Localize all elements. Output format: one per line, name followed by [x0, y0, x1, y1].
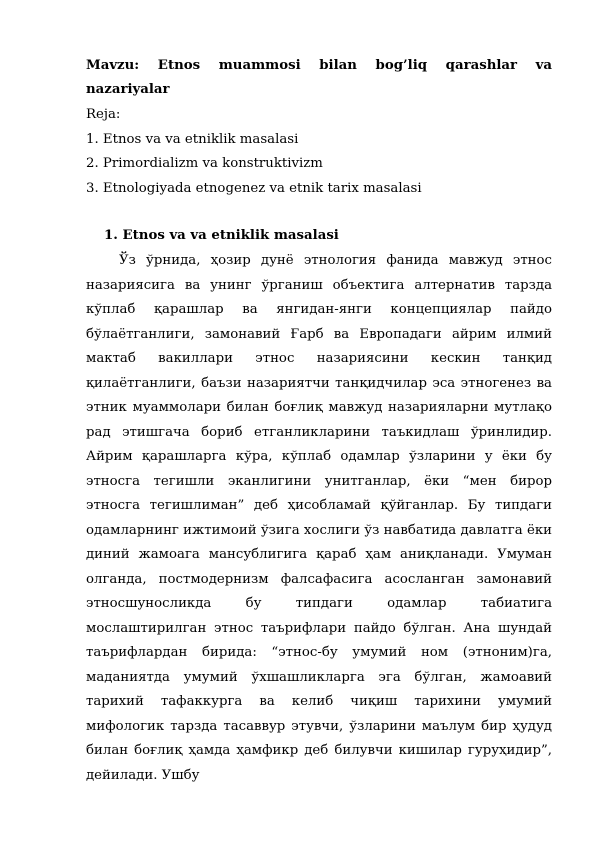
plan-item-3: 3. Etnologiyada etnogenez va etnik tarix masalasi: [86, 180, 422, 196]
title-line-2: nazariyalar: [86, 82, 170, 97]
plan-block: [86, 103, 552, 201]
plan-item-2: 2. Primordializm va konstruktivizm: [86, 156, 323, 171]
title-line-1: Mavzu: Etnos muammosi bilan bog’liq qarashlar va: [86, 58, 552, 73]
section-1-paragraph: Ўз ўрнида, ҳозир дунё этнология фанида мавжуд этнос назариясига ва унинг ўрганиш объектига алтернатив тарзда кўплаб қарашлар ва янгидан-янги концепциялар пайдо бўлаётганлиги, замонавий Ғарб ва Европадаги айрим илмий мактаб вакиллари этнос назариясини кескин танқид қилаётганлиги, баъзи назариятчи танқидчилар эса этногенез ва этник муаммолари билан боғлиқ мавжуд назарияларни мутлақо рад этишгача бориб етганликларини таъкидлаш ўринлидир. Айрим қарашларга кўра, кўплаб одамлар ўзларини у ёки бу этносга тегишли эканлигини унитганлар, ёки “мен бирор этносга тегишлиман” деб ҳисобламай қўйганлар. Бу типдаги одамларнинг ижтимоий ўзига хослиги ўз навбатида давлатга ёки диний жамоага мансублигига қараб ҳам аниқланади. Умуман олганда, постмодернизм фалсафасига асосланган замонавий этносшуносликда бу типдаги одамлар табиатига мослаштирилган этнос таърифлари пайдо бўлган. Ана шундай таърифлардан бирида: “этнос-бу умумий ном (этноним)га, маданиятда умумий ўхшашликларга эга бўлган, жамоавий тарихий тафаккурга ва келиб чиқиш тарихини умумий мифологик тарзда тасаввур этувчи, ўзларини маълум бир ҳудуд билан боғлиқ ҳамда ҳамфикр деб билувчи кишилар гуруҳидир”, дейилади. Ушбу: [86, 253, 552, 783]
plan-heading: Reja:: [86, 107, 121, 122]
section-1-heading: 1. Etnos va va etniklik masalasi: [104, 228, 339, 243]
plan-item-1: 1. Etnos va va etniklik masalasi: [86, 131, 299, 147]
document-title: [86, 54, 552, 102]
